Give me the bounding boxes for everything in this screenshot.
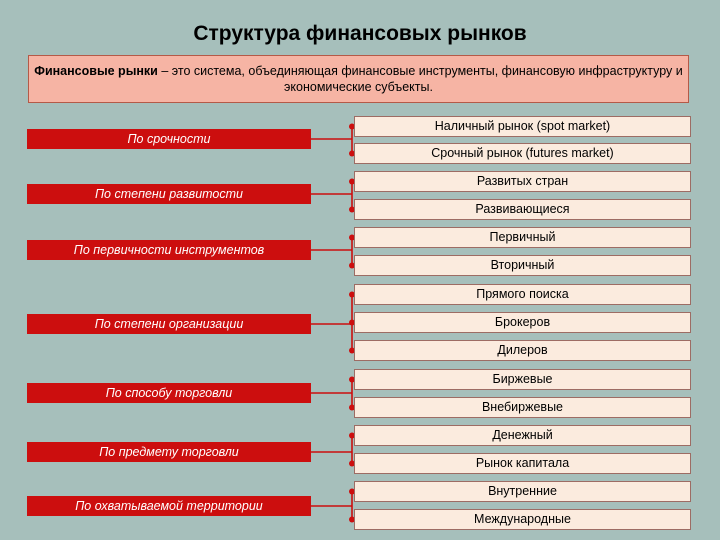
definition-text: – это система, объединяющая финансовые инструменты, финансовую инфраструктуру и экономические субъекты. [157,64,683,94]
category-trading-method: По способу торговли [27,383,311,403]
definition-term: Финансовые рынки [34,64,158,78]
leaf-exchange: Биржевые [354,369,691,390]
leaf-developed: Развитых стран [354,171,691,192]
leaf-secondary: Вторичный [354,255,691,276]
leaf-brokers: Брокеров [354,312,691,333]
leaf-capital: Рынок капитала [354,453,691,474]
category-development: По степени развитости [27,184,311,204]
category-trading-subject: По предмету торговли [27,442,311,462]
leaf-primary: Первичный [354,227,691,248]
leaf-direct-search: Прямого поиска [354,284,691,305]
leaf-domestic: Внутренние [354,481,691,502]
leaf-international: Международные [354,509,691,530]
leaf-money: Денежный [354,425,691,446]
category-term: По срочности [27,129,311,149]
leaf-dealers: Дилеров [354,340,691,361]
page-title: Структура финансовых рынков [193,22,527,45]
leaf-developing: Развивающиеся [354,199,691,220]
leaf-otc: Внебиржевые [354,397,691,418]
category-territory: По охватываемой территории [27,496,311,516]
category-organization: По степени организации [27,314,311,334]
leaf-spot-market: Наличный рынок (spot market) [354,116,691,137]
category-primacy: По первичности инструментов [27,240,311,260]
leaf-futures-market: Срочный рынок (futures market) [354,143,691,164]
